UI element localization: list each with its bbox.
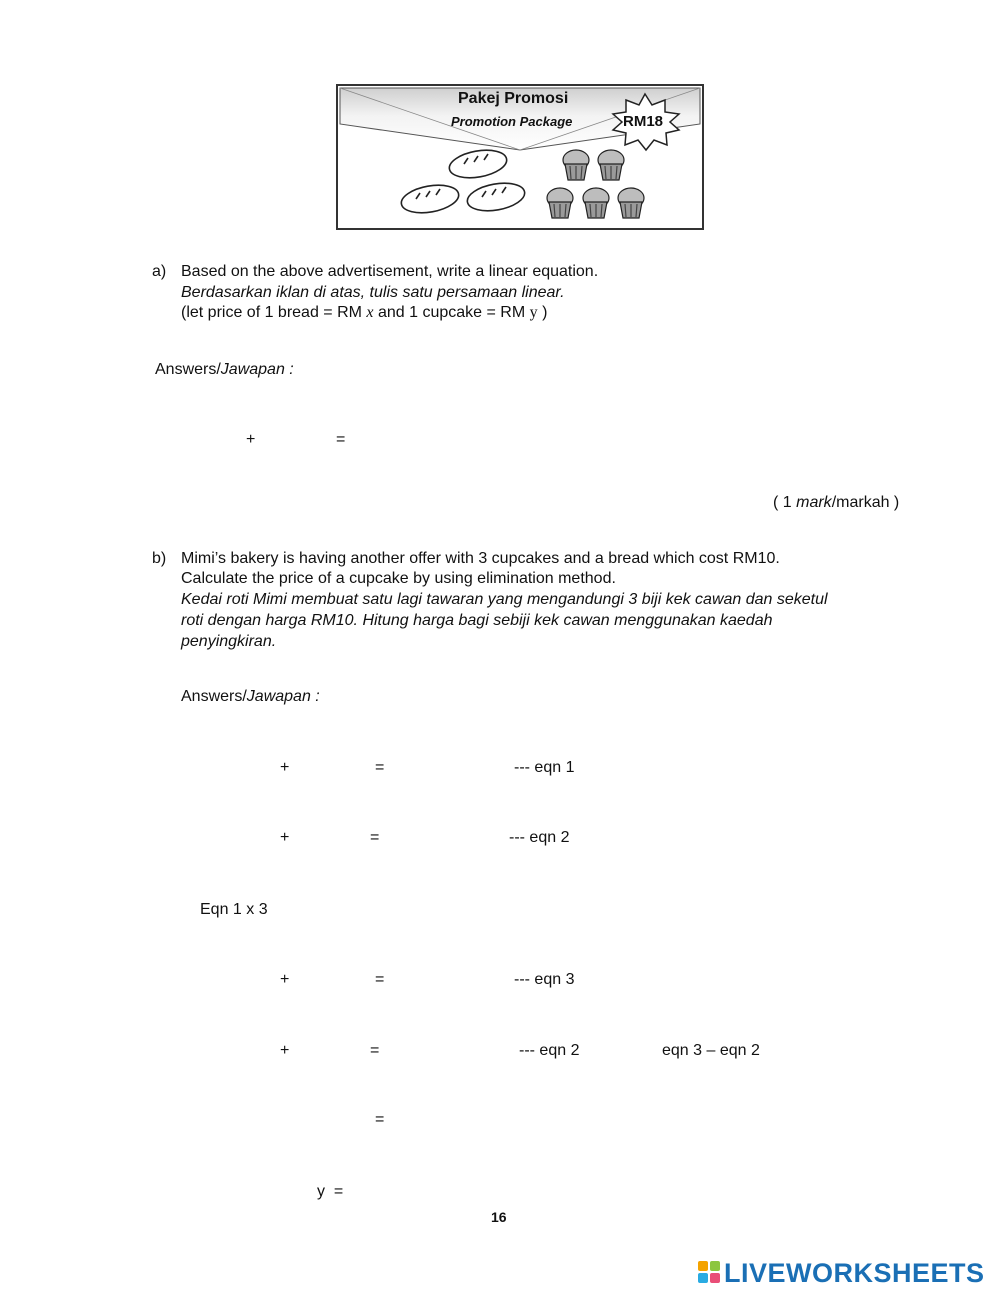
equals-sign: = <box>370 1042 380 1059</box>
marks-open: ( 1 <box>773 494 797 511</box>
multiply-step-label: Eqn 1 x 3 <box>200 901 268 918</box>
variable-y: y <box>529 304 538 321</box>
y-result <box>317 1183 343 1201</box>
liveworksheets-grid-icon <box>698 1261 720 1283</box>
promotion-advertisement <box>336 84 704 230</box>
ad-price: RM18 <box>623 113 664 130</box>
ad-title-english: Promotion Package <box>451 114 573 129</box>
eqn-1-tag: --- eqn 1 <box>514 759 575 776</box>
plus-sign: + <box>246 431 256 448</box>
answers-heading-b <box>181 688 320 706</box>
grid-square <box>698 1273 708 1283</box>
question-b-text-ms-2: roti dengan harga RM10. Hitung harga bagi sebiji kek cawan menggunakan kaedah <box>181 612 773 629</box>
question-a-variables <box>181 304 547 322</box>
plus-sign: + <box>280 971 290 988</box>
equals-sign: = <box>336 431 346 448</box>
equals-sign: = <box>370 829 380 846</box>
equals-sign: = <box>375 1111 385 1128</box>
cupcake-icon <box>598 150 624 180</box>
plus-sign: + <box>280 1042 290 1059</box>
liveworksheets-wordmark: LIVEWORKSHEETS <box>724 1258 985 1288</box>
answers-label-ms: Jawapan : <box>246 688 320 705</box>
question-b-text-ms-3: penyingkiran. <box>181 633 277 650</box>
equals-sign: = <box>375 971 385 988</box>
grid-square <box>698 1261 708 1271</box>
question-b-text-en-2: Calculate the price of a cupcake by using elimination method. <box>181 570 616 587</box>
plus-sign: + <box>280 829 290 846</box>
y-label: y <box>317 1183 325 1200</box>
question-a-label: a) <box>152 263 167 280</box>
question-b-text-ms-1: Kedai roti Mimi membuat satu lagi tawaran yang mengandungi 3 biji kek cawan dan seketul <box>181 591 828 608</box>
let-suffix: ) <box>542 304 548 321</box>
marks-indicator <box>773 494 899 512</box>
question-b-text-en-1: Mimi’s bakery is having another offer with 3 cupcakes and a bread which cost RM10. <box>181 550 780 567</box>
page-number: 16 <box>491 1209 507 1225</box>
cupcake-icon <box>618 188 644 218</box>
eqn-2-tag: --- eqn 2 <box>519 1042 580 1059</box>
eqn-3-tag: --- eqn 3 <box>514 971 575 988</box>
answers-label-ms: Jawapan : <box>220 361 294 378</box>
cupcake-icon <box>563 150 589 180</box>
question-a-text-en: Based on the above advertisement, write a linear equation. <box>181 263 599 280</box>
answers-heading-a <box>155 361 294 379</box>
variable-x: x <box>366 304 374 321</box>
marks-italic: mark <box>796 494 832 511</box>
equals-sign: = <box>375 759 385 776</box>
subtraction-step-label: eqn 3 – eqn 2 <box>662 1042 760 1059</box>
question-a-text-ms: Berdasarkan iklan di atas, tulis satu persamaan linear. <box>181 284 565 301</box>
let-middle: and 1 cupcake = RM <box>377 304 526 321</box>
grid-square <box>710 1261 720 1271</box>
answers-label-en: Answers/ <box>181 688 247 705</box>
eqn-2-tag: --- eqn 2 <box>509 829 570 846</box>
equals-sign: = <box>333 1183 344 1200</box>
marks-close: /markah ) <box>831 494 900 511</box>
cupcake-icon <box>547 188 573 218</box>
grid-square <box>710 1273 720 1283</box>
question-b-label: b) <box>152 550 167 567</box>
cupcake-icon <box>583 188 609 218</box>
plus-sign: + <box>280 759 290 776</box>
ad-title-malay: Pakej Promosi <box>458 90 569 107</box>
answers-label-en: Answers/ <box>155 361 221 378</box>
let-prefix: (let price of 1 bread = RM <box>181 304 362 321</box>
